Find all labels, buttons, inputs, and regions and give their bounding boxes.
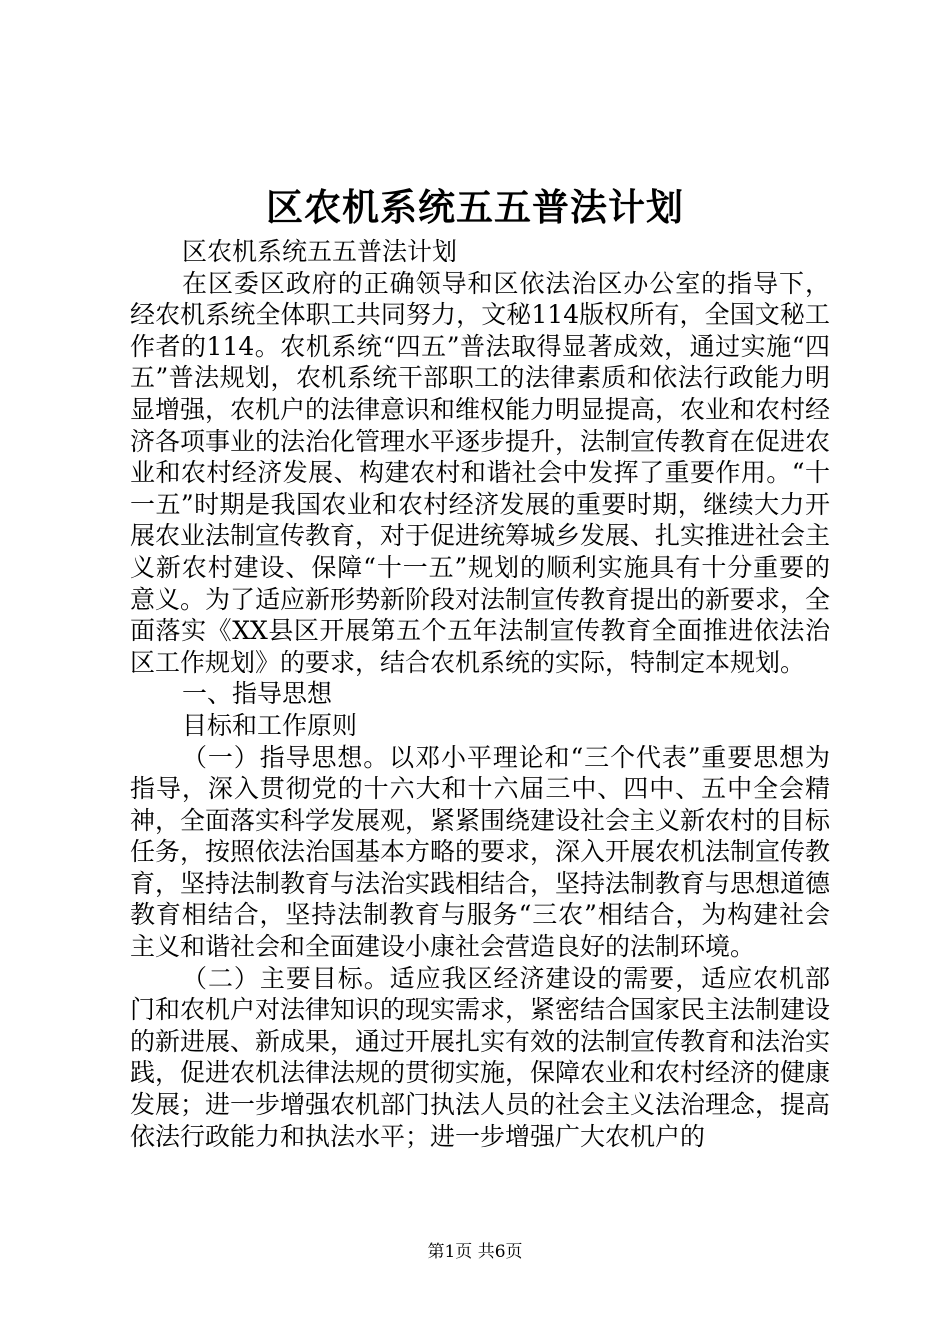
- paragraph-intro: 在区委区政府的正确领导和区依法治区办公室的指导下，经农机系统全体职工共同努力，文秘114版权所有，全国文秘工作者的114。农机系统“四五”普法取得显著成效，通过实施“四五”普法规划，农机系统干部职工的法律素质和依法行政能力明显增强，农机户的法律意识和维权能力明显提高，农业和农村经济各项事业的法治化管理水平逐步提升，法制宣传教育在促进农业和农村经济发展、构建农村和谐社会中发挥了重要作用。“十一五”时期是我国农业和农村经济发展的重要时期，继续大力开展农业法制宣传教育，对于促进统筹城乡发展、扎实推进社会主义新农村建设、保障“十一五”规划的顺利实施具有十分重要的意义。为了适应新形势新阶段对法制宣传教育提出的新要求，全面落实《XX县区开展第五个五年法制宣传教育全面推进依法治区工作规划》的要求，结合农机系统的实际，特制定本规划。: [130, 268, 831, 677]
- paragraph-subtitle: 区农机系统五五普法计划: [182, 237, 458, 266]
- section-heading-guiding-ideology: 一、指导思想: [182, 679, 333, 709]
- paragraph-guiding-ideology: （一）指导思想。以邓小平理论和“三个代表”重要思想为指导，深入贯彻党的十六大和十六届三中、四中、五中全会精神，全面落实科学发展观，紧紧围绕建设社会主义新农村的目标任务，按照依法治国基本方略的要求，深入开展农机法制宣传教育，坚持法制教育与法治实践相结合，坚持法制教育与思想道德教育相结合，坚持法制教育与服务“三农”相结合，为构建社会主义和谐社会和全面建设小康社会营造良好的法制环境。: [130, 742, 831, 962]
- section-heading-goals-principles: 目标和工作原则: [182, 710, 358, 740]
- paragraph-main-goals: （二）主要目标。适应我区经济建设的需要，适应农机部门和农机户对法律知识的现实需求，紧密结合国家民主法制建设的新进展、新成果，通过开展扎实有效的法制宣传教育和法治实践，促进农机法律法规的贯彻实施，保障农业和农村经济的健康发展；进一步增强农机部门执法人员的社会主义法治理念，提高依法行政能力和执法水平；进一步增强广大农机户的: [130, 963, 831, 1151]
- document-body: [130, 236, 830, 1152]
- document-title: 区农机系统五五普法计划: [266, 185, 684, 229]
- page-footer: 第1页 共6页: [427, 1242, 523, 1262]
